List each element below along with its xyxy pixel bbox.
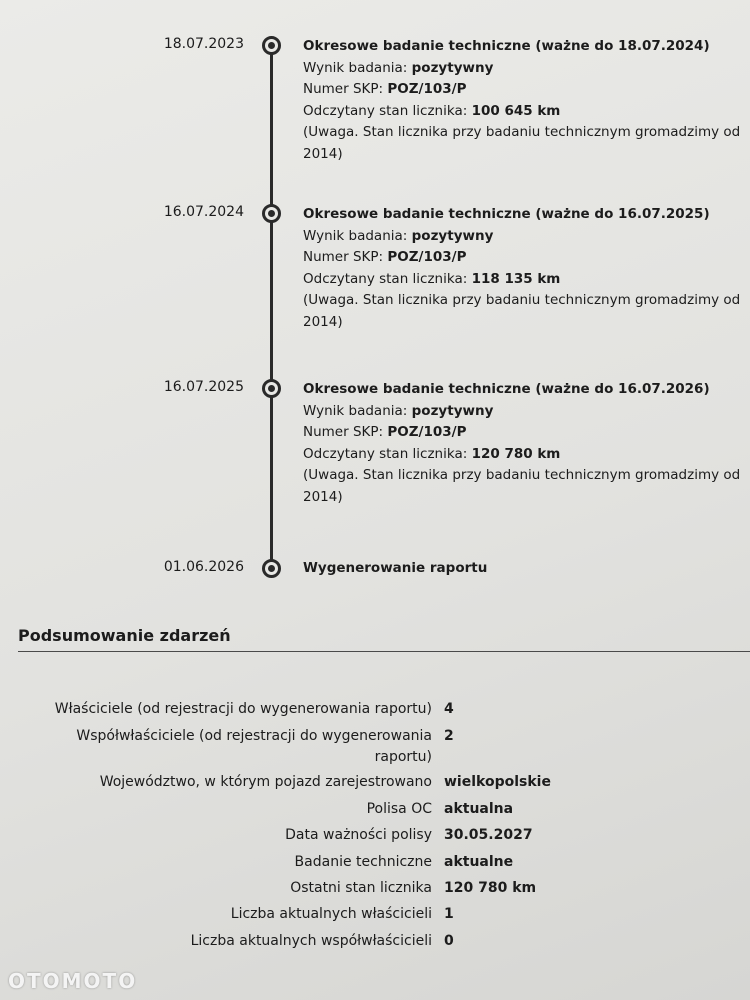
summary-label: Właściciele (od rejestracji do wygenerowania raportu) — [54, 701, 432, 717]
section-heading: Podsumowanie zdarzeń — [18, 626, 231, 645]
section-divider — [18, 651, 750, 652]
summary-value: 1 — [444, 906, 454, 922]
timeline-line — [270, 44, 273, 568]
summary-value: 120 780 km — [444, 880, 537, 896]
event-title: Okresowe badanie techniczne (ważne do 16.07.2026) — [303, 381, 710, 397]
summary-value: 4 — [444, 701, 454, 717]
summary-value: aktualne — [444, 854, 514, 870]
summary-value: 0 — [444, 933, 454, 949]
watermark-logo: OTOMOTO — [8, 969, 138, 993]
event-details — [303, 558, 748, 580]
event-result: Wynik badania: pozytywny — [303, 227, 494, 244]
event-date: 01.06.2026 — [163, 559, 244, 575]
event-title: Wygenerowanie raportu — [303, 560, 488, 576]
event-note: (Uwaga. Stan licznika przy badaniu technicznym gromadzimy od — [303, 124, 741, 141]
event-details — [303, 204, 748, 334]
event-note: (Uwaga. Stan licznika przy badaniu technicznym gromadzimy od — [303, 467, 741, 484]
timeline-dot-icon — [262, 36, 281, 55]
summary-value: 2 — [444, 728, 454, 744]
event-note-cont: 2014) — [303, 488, 343, 505]
event-details — [303, 379, 748, 509]
event-skp: Numer SKP: POZ/103/P — [303, 424, 467, 441]
event-odometer: Odczytany stan licznika: 118 135 km — [303, 270, 561, 287]
summary-value: aktualna — [444, 801, 514, 817]
summary-value: wielkopolskie — [444, 774, 551, 790]
event-details — [303, 36, 748, 166]
summary-label: Ostatni stan licznika — [290, 880, 432, 896]
summary-label: Liczba aktualnych współwłaścicieli — [190, 933, 432, 949]
event-result: Wynik badania: pozytywny — [303, 59, 494, 76]
timeline-dot-icon — [262, 559, 281, 578]
event-skp: Numer SKP: POZ/103/P — [303, 81, 467, 98]
event-date: 16.07.2024 — [163, 204, 244, 220]
summary-value: 30.05.2027 — [444, 827, 533, 843]
event-title: Okresowe badanie techniczne (ważne do 18.07.2024) — [303, 38, 710, 54]
summary-label: Polisa OC — [366, 801, 432, 817]
event-result: Wynik badania: pozytywny — [303, 402, 494, 419]
summary-label: Badanie techniczne — [294, 854, 432, 870]
timeline-dot-icon — [262, 204, 281, 223]
summary-label: Data ważności polisy — [285, 827, 432, 843]
summary-label: Współwłaściciele (od rejestracji do wygenerowania raportu) — [76, 728, 432, 765]
timeline-dot-icon — [262, 379, 281, 398]
event-note-cont: 2014) — [303, 145, 343, 162]
event-date: 18.07.2023 — [163, 36, 244, 52]
event-note-cont: 2014) — [303, 313, 343, 330]
event-odometer: Odczytany stan licznika: 100 645 km — [303, 102, 561, 119]
event-skp: Numer SKP: POZ/103/P — [303, 249, 467, 266]
event-odometer: Odczytany stan licznika: 120 780 km — [303, 445, 561, 462]
event-note: (Uwaga. Stan licznika przy badaniu technicznym gromadzimy od — [303, 292, 741, 309]
summary-label: Województwo, w którym pojazd zarejestrowano — [99, 774, 432, 790]
event-date: 16.07.2025 — [163, 379, 244, 395]
event-title: Okresowe badanie techniczne (ważne do 16.07.2025) — [303, 206, 710, 222]
summary-label: Liczba aktualnych właścicieli — [230, 906, 432, 922]
